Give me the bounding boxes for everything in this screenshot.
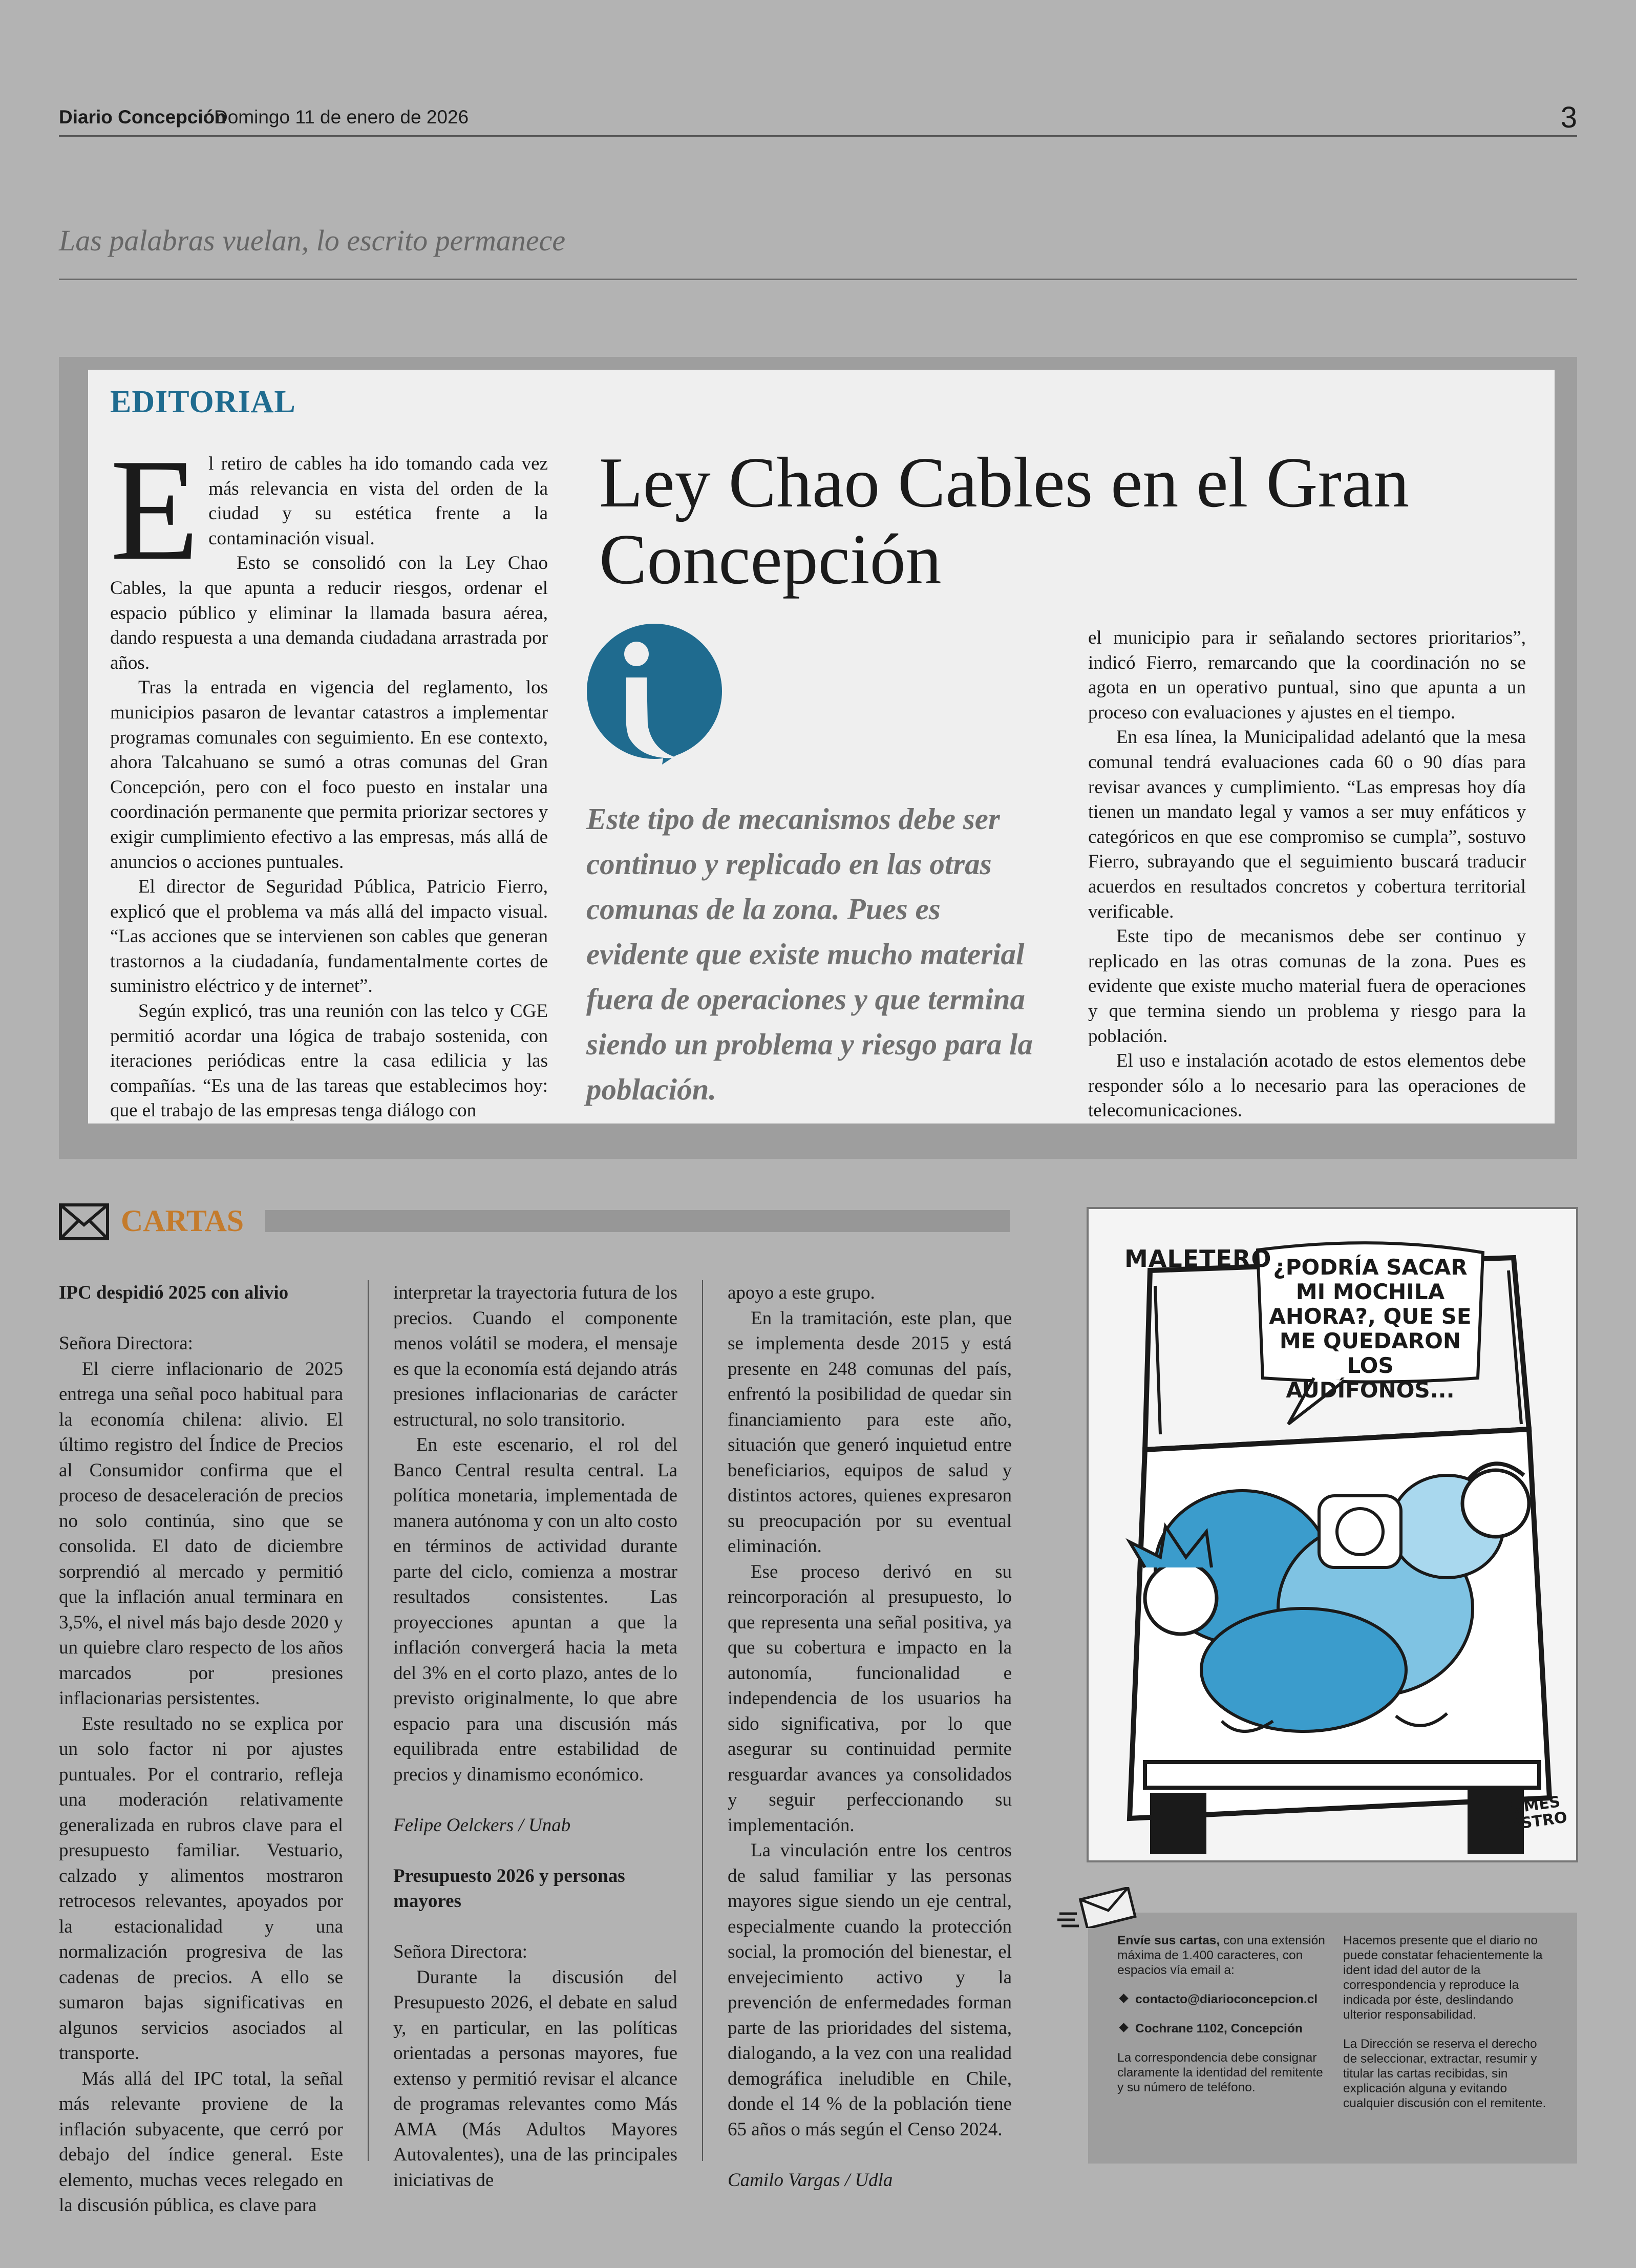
- bullet-icon: [1119, 2023, 1128, 2032]
- paper-name: Diario Concepción: [59, 107, 226, 128]
- letters-info-right: [1343, 1933, 1553, 2125]
- editorial-paragraph: En esa línea, la Municipalidad adelantó que la mesa comunal tendrá evaluaciones cada 60 o 90 días para revisar avances y cumplimiento. “Las empresas hoy día tienen un mandato legal y vamos a ser muy enfáticos y categóricos en que ese compromiso se cumpla”, sostuvo Fierro, subrayando que el seguimiento buscará traducir acuerdos en resultados concretos y cobertura territorial verificable.: [1088, 727, 1526, 922]
- tagline-rule: [59, 279, 1577, 280]
- editorial-label: EDITORIAL: [110, 385, 296, 419]
- editorial-paragraph: El uso e instalación acotado de estos elementos debe responder sólo a lo necesario para las operaciones de telecomunicaciones.: [1088, 1050, 1526, 1121]
- letters-editorial-rights: La Dirección se reserva el derecho de seleccionar, extractar, resumir y titular las cartas recibidas, sin explicación alguna y evitando cualquier discusión con el remitente.: [1343, 2037, 1546, 2110]
- cartoon-speech: ¿PODRÍA SACAR MI MOCHILA AHORA?, QUE SE ME QUEDARON LOS AUDÍFONOS...: [1269, 1255, 1472, 1403]
- letters-column-1: [59, 1280, 343, 2218]
- editorial-paragraph: Según explicó, tras una reunión con las telco y CGE permitió acordar una lógica de trabajo sostenida, con iteraciones periódicas entre la casa edilicia y las compañías. “Es una de las tareas que establecimos hoy: que el trabajo de las empresas tenga diálogo con: [110, 1001, 548, 1121]
- editorial-paragraph: el municipio para ir señalando sectores prioritarios”, indicó Fierro, remarcando que la coordinación no se agota en un operativo puntual, sino que apunta a un proceso con evaluaciones y ajustes en el tiempo.: [1088, 627, 1526, 723]
- letters-disclaimer: Hacemos presente que el diario no puede constatar fehacientemente la ident idad del autor de la correspondencia y reproduce la indicada por éste, deslindando ulterior responsabilidad.: [1343, 1934, 1543, 2022]
- issue-date: Domingo 11 de enero de 2026: [214, 107, 469, 128]
- letters-info-left: [1117, 1933, 1327, 2109]
- letter-paragraph: Durante la discusión del Presupuesto 2026, el debate en salud y, en particular, en las políticas orientadas a personas mayores, fue extenso y permitió revisar el alcance de programas relevantes como Más AMA (Más Adultos Mayores Autovalentes), una de las principales iniciativas de: [393, 1966, 677, 2191]
- editorial-title: Ley Chao Cables en el Gran Concepción: [599, 443, 1410, 599]
- contact-email[interactable]: contacto@diarioconcepcion.cl: [1135, 1993, 1318, 2006]
- letter-paragraph: En este escenario, el rol del Banco Central resulta central. La política monetaria, implementada de manera autónoma y con un alto costo en términos de actividad durante parte del ciclo, comienza a mostrar resultados consistentes. Las proyecciones apuntan a que la inflación convergerá hacia la meta del 3% en el corto plazo, antes de lo previsto originalmente, lo que abre espacio para una discusión más equilibrada entre estabilidad de precios y dinamismo económico.: [393, 1434, 677, 1785]
- address-line: [1117, 2021, 1327, 2036]
- letter-salutation: Señora Directora:: [59, 1333, 193, 1354]
- cartas-label: CARTAS: [121, 1204, 244, 1238]
- header-rule: [59, 135, 1577, 137]
- info-icon: [585, 622, 724, 766]
- letters-note: La correspondencia debe consignar claramente la identidad del remitente y su número de teléfono.: [1117, 2051, 1323, 2094]
- cartoon: [1087, 1207, 1578, 1862]
- editorial-column-1: [110, 429, 548, 1124]
- editorial-paragraph: El director de Seguridad Pública, Patricio Fierro, explicó que el problema va más allá del impacto visual. “Las acciones que se intervienen son cables que generan trastornos a la ciudadanía, fundamentalmente cortes de suministro eléctrico y de internet”.: [110, 876, 548, 997]
- envelope-icon: [59, 1203, 109, 1240]
- cartas-bar: [265, 1210, 1010, 1232]
- editorial-paragraph: l retiro de cables ha ido tomando cada vez más relevancia en vista del orden de la ciudad y su estética frente a la contaminación visual.: [208, 453, 548, 549]
- editorial-paragraph: Tras la entrada en vigencia del reglamento, los municipios pasaron de levantar catastros a implementar programas comunales con seguimiento. En ese contexto, ahora Talcahuano se sumó a otras comunas del Gran Concepción, pero con el foco puesto en instalar una coordinación permanente que permita priorizar sectores y exigir cumplimiento efectivo a las empresas, más allá de anuncios o acciones puntuales.: [110, 677, 548, 873]
- letter-paragraph: apoyo a este grupo.: [728, 1282, 875, 1303]
- letter-signature: Camilo Vargas / Udla: [728, 2169, 893, 2191]
- letter-paragraph: Este resultado no se explica por un solo factor ni por ajustes puntuales. Por el contrario, refleja una moderación relativamente generalizada en rubros clave para el presupuesto familiar. Vestuario, calzado y alimentos mostraron retrocesos relevantes, apoyados por la estacionalidad y una normalización progresiva de las cadenas de precios. A ello se sumaron bajas significativas en algunos servicios asociados al transporte.: [59, 1713, 343, 2064]
- email-line: [1117, 1992, 1327, 2007]
- letter-signature: Felipe Oelckers / Unab: [393, 1814, 571, 1836]
- letter-paragraph: La vinculación entre los centros de salud familiar y las personas mayores sigue siendo un eje central, especialmente cuando la protección social, la promoción del bienestar, el envejecimiento activo y la prevención de enfermedades forman parte de las prioridades del sistema, dialogando, a la vez con una realidad demográfica ineludible en Chile, donde el 14 % de la población tiene 65 años o más según el Censo 2024.: [728, 1840, 1012, 2140]
- editorial-column-3: [1088, 626, 1526, 1124]
- letter-paragraph: interpretar la trayectoria futura de los precios. Cuando el componente menos volátil se modera, el mensaje es que la economía está dejando atrás presiones inflacionarias de carácter estructural, no solo transitorio.: [393, 1282, 677, 1430]
- editorial-paragraph: Este tipo de mecanismos debe ser continuo y replicado en las otras comunas de la zona. Pues es evidente que existe mucho material fuera de operaciones y que termina siendo un problema y riesgo para la población.: [1088, 926, 1526, 1047]
- column-divider: [702, 1280, 703, 2161]
- letter-paragraph: Ese proceso derivó en su reincorporación al presupuesto, lo que representa una señal positiva, ya que su cobertura e impacto en la autonomía, funcionalidad e independencia de los usuarios ha sido significativa, por lo que asegurar su continuidad permite resguardar avances ya consolidados y seguir perfeccionando su implementación.: [728, 1561, 1012, 1836]
- letter-paragraph: En la tramitación, este plan, que se implementa desde 2015 y está presente en 248 comunas del país, enfrentó la posibilidad de quedar sin financiamiento para este año, situación que generó inquietud entre beneficiarios, equipos de salud y distintos actores, quienes expresaron su preocupación por su eventual eliminación.: [728, 1307, 1012, 1557]
- drop-cap: E: [110, 429, 200, 590]
- editorial-paragraph: Esto se consolidó con la Ley Chao Cables, la que apunta a reducir riesgos, ordenar el espacio público y eliminar la llamada basura aérea, dando respuesta a una demanda ciudadana arrastrada por años.: [110, 553, 548, 673]
- letters-column-2: [393, 1280, 677, 2193]
- cartoon-signature: JAIMES CASTRO: [1497, 1793, 1568, 1836]
- letter-paragraph: Más allá del IPC total, la señal más relevante proviene de la inflación subyacente, que cerró por debajo del índice general. Este elemento, muchas veces relegado en la discusión pública, es clave para: [59, 2068, 343, 2216]
- cartoon-title: MALETERO: [1124, 1245, 1272, 1273]
- bullet-icon: [1119, 1994, 1128, 2003]
- letter-salutation: Señora Directora:: [393, 1941, 527, 1962]
- mail-icon: [1056, 1887, 1138, 1928]
- send-letters-label: Envíe sus cartas,: [1117, 1934, 1220, 1947]
- pull-quote: Este tipo de mecanismos debe ser continuo y replicado en las otras comunas de la zona. Pues es evidente que existe mucho material fuera de operaciones y que termina siendo un problema y riesgo para la población.: [586, 802, 1033, 1106]
- column-divider: [368, 1280, 369, 2161]
- letter-headline: Presupuesto 2026 y personas mayores: [393, 1865, 625, 1912]
- page-number: 3: [1560, 101, 1577, 134]
- letters-column-3: [728, 1280, 1012, 2193]
- letter-headline: IPC despidió 2025 con alivio: [59, 1282, 289, 1303]
- send-letters-text: con una extensión máxima de 1.400 caracteres, con espacios vía email a:: [1117, 1934, 1325, 1977]
- contact-address: Cochrane 1102, Concepción: [1135, 2022, 1303, 2036]
- letter-paragraph: El cierre inflacionario de 2025 entrega una señal poco habitual para la economía chilena: alivio. El último registro del Índice de Precios al Consumidor confirma que el proceso de desaceleración de precios no solo continúa, sino que se consolida. El dato de diciembre sorprendió al mercado y permitió que la inflación anual terminara en 3,5%, el nivel más bajo desde 2020 y un quiebre claro respecto de los años marcados por presiones inflacionarias persistentes.: [59, 1358, 343, 1709]
- section-tagline: Las palabras vuelan, lo escrito permanece: [59, 224, 566, 257]
